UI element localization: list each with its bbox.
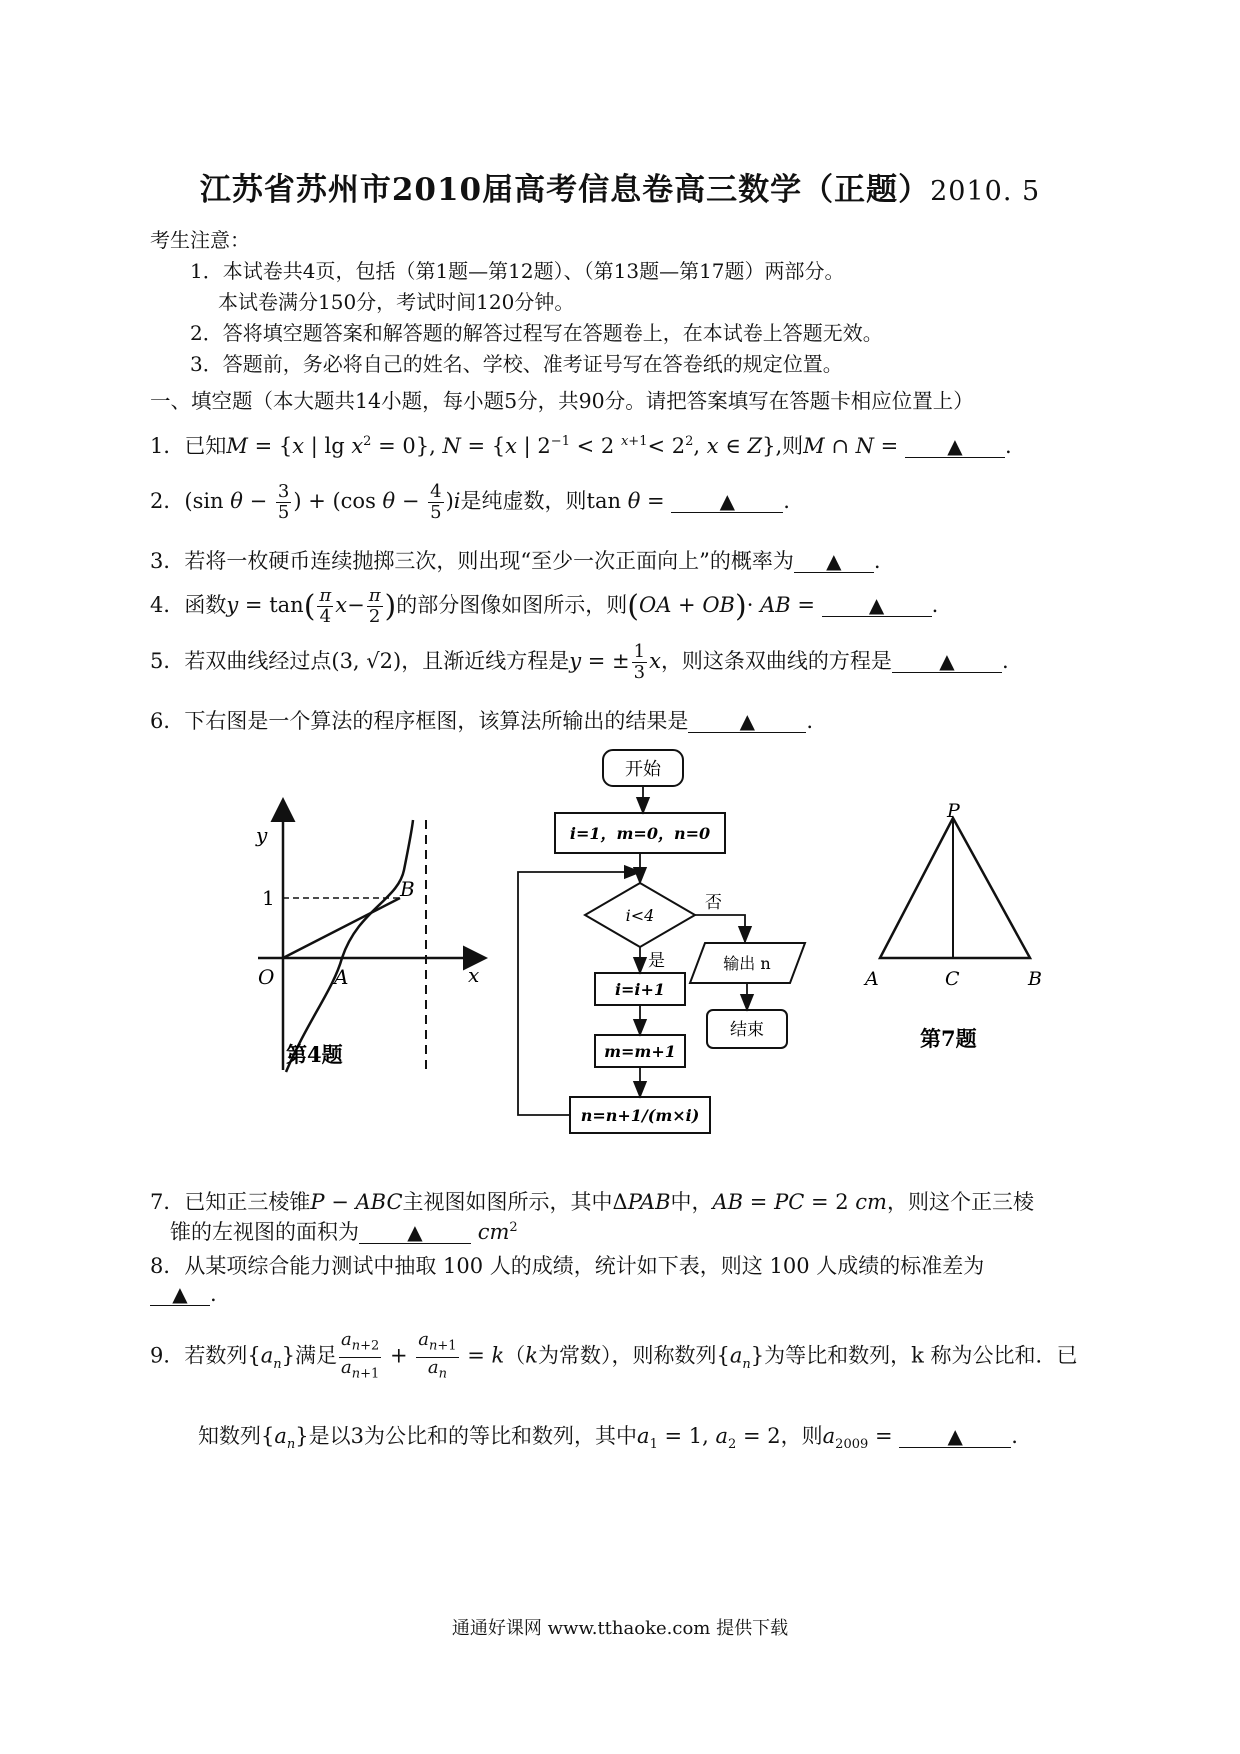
answer-blank-4[interactable]: ▲	[822, 594, 932, 617]
q5-mid: ，且渐近线方程是	[401, 649, 570, 673]
answer-blank-7[interactable]: ▲	[359, 1221, 471, 1244]
q4-prefix: 4．函数	[150, 593, 227, 617]
flow-step3-text: n=n+1/(m×i)	[580, 1106, 700, 1125]
triangle-PAB	[880, 818, 1030, 958]
q7-line1b: 主视图如图所示，其中	[402, 1190, 613, 1214]
q6-text: 6．下右图是一个算法的程序框图，该算法所输出的结果是	[150, 709, 689, 733]
flow-start-text: 开始	[625, 759, 661, 780]
page-title	[0, 164, 1240, 209]
q7-line1d: ，则这个正三棱	[886, 1190, 1034, 1214]
question-4: 4．函数y = tan( $\frac{\pi}{4}$ x− $\frac{\pi}{2}$ )的部分图像如图所示，则(OA + OB)· AB = ▲ .	[150, 585, 939, 627]
question-3: 3．若将一枚硬币连续抛掷三次，则出现“至少一次正面向上”的概率为 ▲ .	[150, 549, 881, 573]
question-6: 6．下右图是一个算法的程序框图，该算法所输出的结果是 ▲ .	[150, 709, 814, 733]
q9-line2b: 是以3为公比和的等比和数列，其中	[308, 1424, 638, 1448]
figure-4-graph	[248, 790, 498, 1080]
label-C: C	[945, 968, 960, 990]
q2-frac-2: $\frac{4}{5}$	[430, 481, 442, 523]
segment-OB	[283, 898, 400, 958]
q9-line2a: 知数列	[198, 1424, 261, 1448]
label-one: 1	[262, 886, 275, 910]
q2-frac-1: $\frac{3}{5}$	[277, 481, 290, 523]
question-9: 9．若数列$\{a_n\}$满足 $\frac{a_{n+2}}{a_{n+1}}$ + $\frac{a_{n+1}}{a_n}$ = k（k为常数），则称数列$\{a_n\}$为等比和数列，k 称为公比和．已	[150, 1329, 1078, 1382]
answer-blank-3[interactable]: ▲	[794, 550, 874, 573]
notice-item-1b: 本试卷满分150分，考试时间120分钟。	[218, 290, 575, 314]
q7-line2: 锥的左视图的面积为	[170, 1220, 359, 1244]
q9-line1d: 为常数），则称数列	[537, 1343, 717, 1368]
figure-4-caption: 第4题	[286, 1042, 343, 1067]
label-A7: A	[865, 968, 879, 990]
q5-suffix: ，则这条双曲线的方程是	[660, 649, 892, 673]
label-B: B	[400, 877, 415, 901]
label-y: y	[256, 823, 268, 847]
question-9-line2: 知数列$\{a_n\}$是以3为公比和的等比和数列，其中$a_1 = 1$, $a_2 = 2$，则$a_{2009}$ = ▲ .	[198, 1424, 1018, 1453]
answer-blank-9[interactable]: ▲	[899, 1425, 1011, 1448]
question-5: 5．若双曲线经过点(3, √2)，且渐近线方程是y = ± $\frac{1}{3}$ x，则这条双曲线的方程是 ▲ .	[150, 641, 1009, 683]
q9-line1b: 满足	[295, 1343, 338, 1368]
answer-blank-5[interactable]: ▲	[892, 650, 1002, 673]
question-8	[150, 1250, 984, 1280]
q1-prefix: 1．已知	[150, 434, 227, 458]
q9-line1c: （	[504, 1343, 526, 1368]
notice-item-1: 1．本试卷共4页，包括（第1题—第12题）、（第13题—第17题）两部分。	[190, 259, 845, 283]
q5-prefix: 5．若双曲线经过点	[150, 649, 332, 673]
flow-no-label: 否	[705, 893, 722, 913]
flow-yes-label: 是	[648, 951, 665, 971]
flow-step2-text: m=m+1	[604, 1042, 676, 1061]
q3-text: 3．若将一枚硬币连续抛掷三次，则出现“至少一次正面向上”的概率为	[150, 549, 794, 573]
q2-prefix: 2．	[150, 489, 185, 513]
label-origin: O	[258, 965, 275, 989]
question-7: 7．已知正三棱锥P − ABC主视图如图所示，其中ΔPAB中，AB = PC = 2 cm，则这个正三棱	[150, 1190, 1034, 1214]
answer-blank-8[interactable]: ▲	[150, 1283, 210, 1306]
flow-step1-text: i=i+1	[614, 980, 666, 999]
label-B7: B	[1028, 968, 1042, 990]
figure-7-triangle	[860, 800, 1075, 1060]
label-P: P	[947, 800, 960, 822]
q8-line1: 8．从某项综合能力测试中抽取 100 人的成绩，统计如下表，则这 100 人成绩的标准差为	[150, 1254, 985, 1278]
label-x: x	[468, 963, 480, 987]
notice-heading: 考生注意：	[150, 228, 250, 252]
q4-mid: 的部分图像如图所示，则	[396, 593, 628, 617]
question-2: 2．(sin θ − $\frac{3}{5}$ ) + (cos θ − $\frac{4}{5}$ )i是纯虚数，则tan θ = ▲ .	[150, 481, 790, 523]
q7-line1c: 中，	[670, 1190, 713, 1214]
flow-init-text: i=1，m=0，n=0	[569, 824, 711, 843]
title-date: 2010. 5	[930, 176, 1041, 207]
flow-output-text: 输出 n	[723, 954, 771, 973]
q7-line1a: 7．已知正三棱锥	[150, 1190, 311, 1214]
page-footer: 通通好课网 www.tthaoke.com 提供下载	[451, 1618, 789, 1639]
section-heading: 一、填空题（本大题共14小题，每小题5分，共90分。请把答案填写在答题卡相应位置上）	[150, 389, 974, 413]
label-A: A	[334, 965, 349, 989]
flow-cond-text: i<4	[625, 906, 655, 925]
question-7-line2: 锥的左视图的面积为 ▲ $cm^2$	[170, 1220, 518, 1244]
q2-mid: 是纯虚数，则	[460, 489, 587, 513]
question-1: 1．已知M = {x | $\lg x^2 = 0$}, N = {x | $2^{-1} < 2$ $^{x+1}< 2^2$, x ∈ Z},则M ∩ N = ▲ .	[150, 434, 1012, 458]
notice-item-3: 3．答题前，务必将自己的姓名、学校、准考证号写在答卷纸的规定位置。	[190, 352, 843, 376]
title-text: 江苏省苏州市2010届高考信息卷高三数学（正题）	[199, 172, 931, 208]
figure-7-caption: 第7题	[920, 1026, 977, 1051]
notice-item-2: 2．答将填空题答案和解答题的解答过程写在答题卷上，在本试卷上答题无效。	[190, 321, 883, 345]
q1-suffix: ,则	[775, 434, 804, 458]
answer-blank-6[interactable]: ▲	[688, 710, 806, 733]
flowchart	[515, 745, 810, 1160]
q9-line1a: 9．若数列	[150, 1343, 248, 1368]
q9-line1e: 为等比和数列，k 称为公比和．已	[764, 1343, 1078, 1368]
answer-blank-1[interactable]: ▲	[905, 435, 1005, 458]
q9-line2c: ，则	[780, 1424, 823, 1448]
flow-end-text: 结束	[730, 1020, 764, 1040]
answer-blank-2[interactable]: ▲	[671, 490, 783, 513]
question-8-line2: ▲ .	[150, 1282, 217, 1306]
